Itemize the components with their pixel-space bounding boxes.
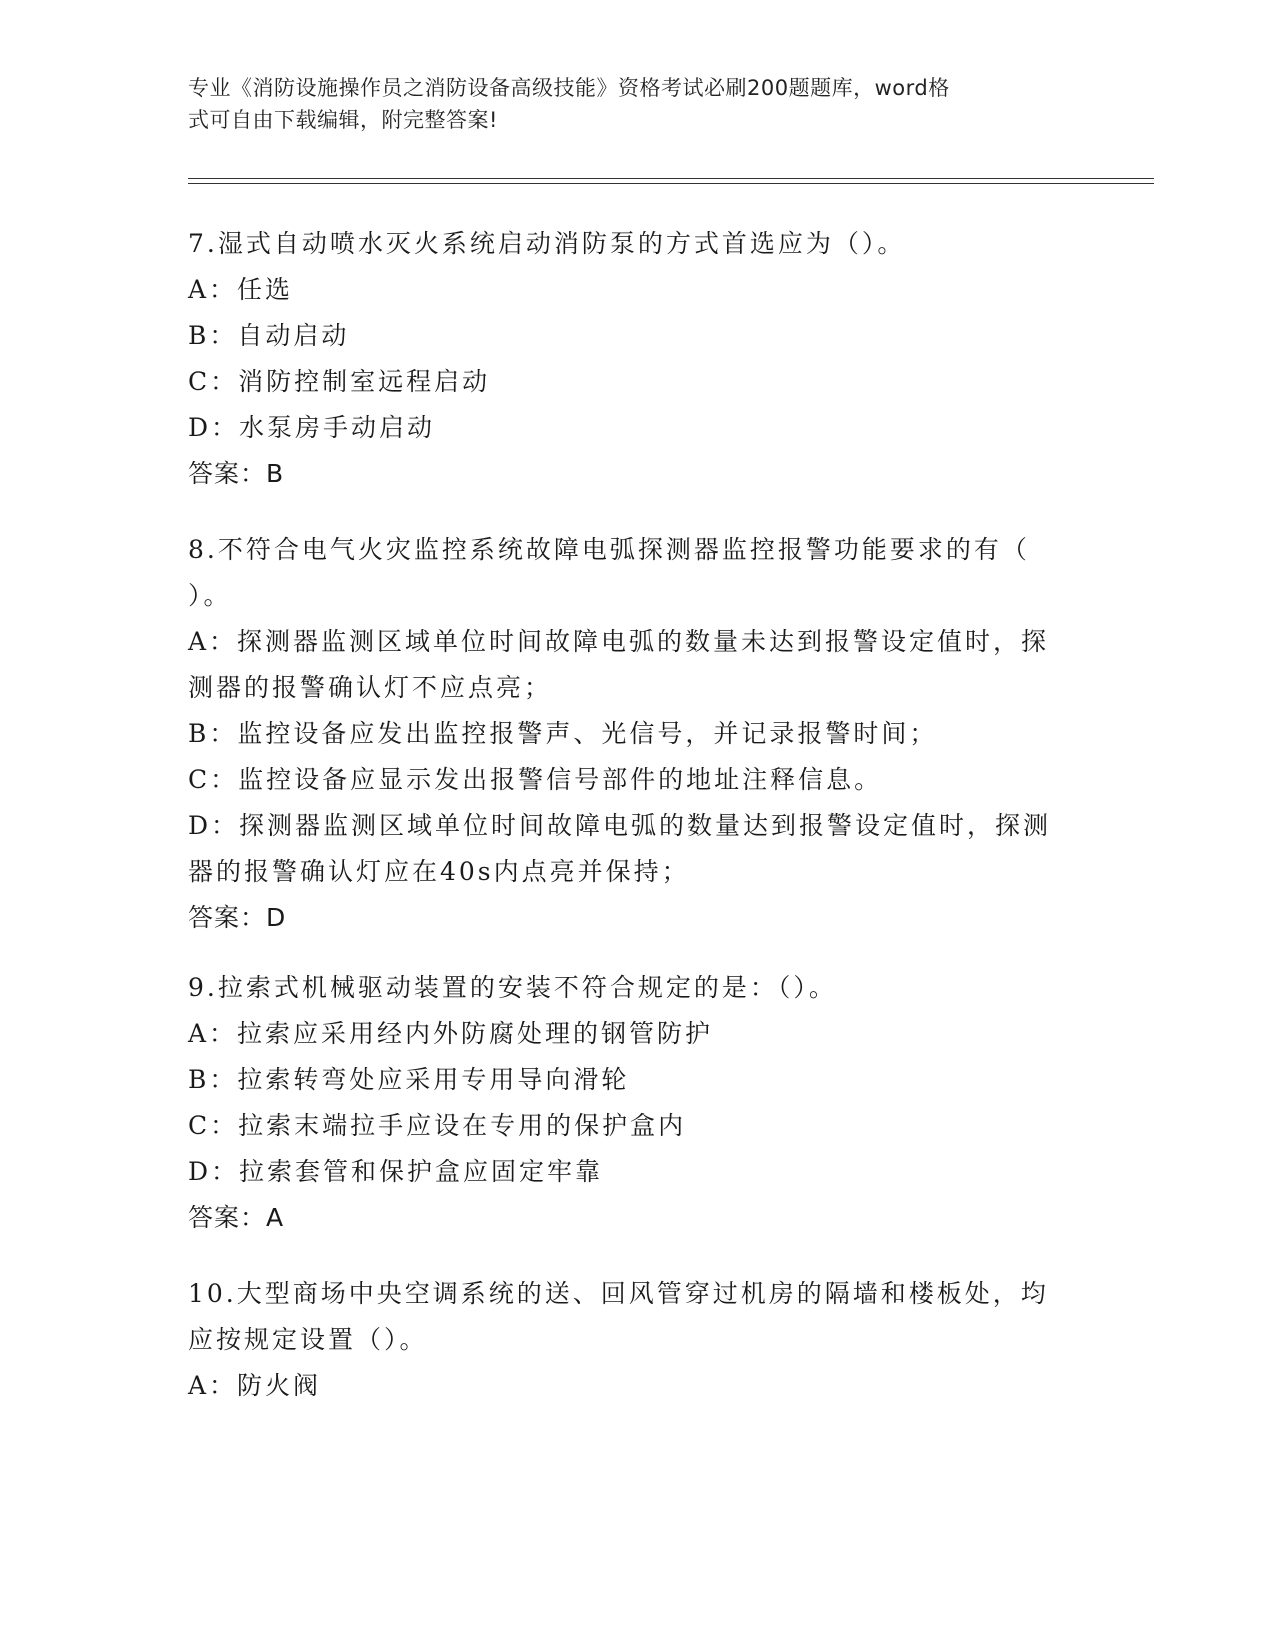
header-line-2: 式可自由下载编辑，附完整答案! [188, 108, 498, 132]
option-b: B：自动启动 [188, 321, 350, 350]
document-header [188, 72, 1068, 136]
answer-label: 答案：B [188, 459, 285, 488]
question-9 [188, 965, 1088, 1241]
question-stem: 9.拉索式机械驱动装置的安装不符合规定的是：（）。 [188, 973, 837, 1002]
question-stem-cont: 应按规定设置（）。 [188, 1325, 428, 1354]
answer-label: 答案：A [188, 1203, 285, 1232]
option-c: C：拉索末端拉手应设在专用的保护盒内 [188, 1111, 687, 1140]
option-b: B：拉索转弯处应采用专用导向滑轮 [188, 1065, 630, 1094]
option-c: C：监控设备应显示发出报警信号部件的地址注释信息。 [188, 765, 883, 794]
question-stem-cont: ）。 [188, 581, 232, 610]
option-c: C：消防控制室远程启动 [188, 367, 491, 396]
question-10 [188, 1271, 1088, 1409]
option-a: A：探测器监测区域单位时间故障电弧的数量未达到报警设定值时，探 [188, 627, 1050, 656]
answer-label: 答案：D [188, 903, 287, 932]
question-7 [188, 221, 1088, 497]
question-stem: 10.大型商场中央空调系统的送、回风管穿过机房的隔墙和楼板处，均 [188, 1279, 1049, 1308]
option-d: D：探测器监测区域单位时间故障电弧的数量达到报警设定值时，探测 [188, 811, 1052, 840]
option-a-cont: 测器的报警确认灯不应点亮； [188, 673, 553, 702]
question-8 [188, 527, 1088, 941]
option-d: D：水泵房手动启动 [188, 413, 436, 442]
option-b: B：监控设备应发出监控报警声、光信号，并记录报警时间； [188, 719, 938, 748]
header-divider-bottom [188, 183, 1154, 184]
header-line-1: 专业《消防设施操作员之消防设备高级技能》资格考试必刷200题题库，word格 [188, 76, 950, 100]
option-a: A：拉索应采用经内外防腐处理的钢管防护 [188, 1019, 714, 1048]
question-stem: 7.湿式自动喷水灭火系统启动消防泵的方式首选应为（）。 [188, 229, 906, 258]
option-d-cont: 器的报警确认灯应在40s内点亮并保持； [188, 857, 690, 886]
option-a: A：任选 [188, 275, 294, 304]
option-d: D：拉索套管和保护盒应固定牢靠 [188, 1157, 604, 1186]
header-divider-top [188, 178, 1154, 179]
option-a: A：防火阀 [188, 1371, 322, 1400]
question-stem: 8.不符合电气火灾监控系统故障电弧探测器监控报警功能要求的有（ [188, 535, 1030, 564]
